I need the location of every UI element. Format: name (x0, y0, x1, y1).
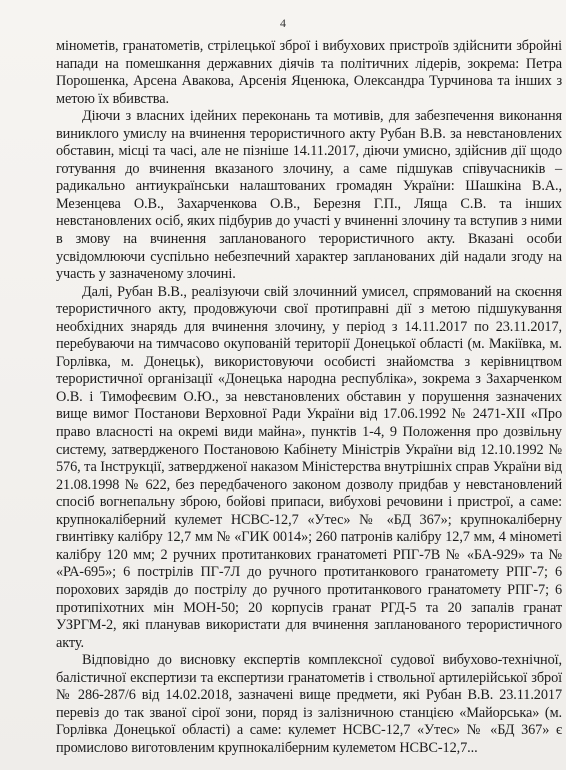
paragraph-preparation: Діючи з власних ідейних переконань та мотивів, для забезпечення виконання виниклого умислу на вчинення терористичного акту Рубан В.В. за невстановлених обставин, місці та часі, але не пізніше 14.11.2017, діючи умисно, здійснив дії щодо готування до вчинення вказаного злочину, а саме підшукав співучасників – радикально антиукраїнськи налаштованих громадян України: Шашкіна В.А., Мезенцева О.В., Захарченкова О.В., Березня Г.П., Ляща С.В. та інших невстановлених осіб, яких підбурив до участі у вчиненні злочину та вступив з ними в змову на вчинення запланованого терористичного акту. Вказані особи усвідомлюючи суспільно небезпечний характер запланованих дій надали згоду на участь у зазначеному злочині. (56, 108, 562, 283)
document-body (56, 38, 562, 757)
paragraph-continuation: мінометів, гранатометів, стрілецької зброї і вибухових пристроїв здійснити збройні напади на помешкання державних діячів та політичних лідерів, зокрема: Петра Порошенка, Арсена Авакова, Арсенія Яценюка, Олександра Турчинова та інших з метою їх вбивства. (56, 38, 562, 107)
paragraph-acquisition: Далі, Рубан В.В., реалізуючи свій злочинний умисел, спрямований на скоєння терористичного акту, продовжуючи свої протиправні дії з метою підшукування необхідних знарядь для вчинення злочину, у період з 14.11.2017 по 23.11.2017, перебуваючи на тимчасово окупованій території Донецької області (м. Макіївка, м. Горлівка, м. Донецьк), використовуючи особисті знайомства з керівництвом терористичної організації «Донецька народна республіка», зокрема з Захарченком О.В. і Тимофеєвим О.Ю., за невстановлених обставин у порушення зазначених вище вимог Постанови Верховної Ради України від 17.06.1992 № 2471-ХІІ «Про право власності на окремі види майна», пунктів 1-4, 9 Положення про дозвільну систему, затвердженого Постановою Кабінету Міністрів України від 12.10.1992 № 576, та Інструкції, затвердженої наказом Міністерства внутрішніх справ України від 21.08.1998 № 622, без передбаченого законом дозволу придбав у невстановлений спосіб вогнепальну зброю, бойові припаси, вибухові речовини і пристрої, а саме: крупнокаліберний кулемет НСВС-12,7 «Утес» № «БД 367»; крупнокаліберну гвинтівку калібру 12,7 мм № «ГИК 0014»; 260 патронів калібру 12,7 мм, 4 мінометі калібру 120 мм; 2 ручних протитанкових гранатометі РПГ-7В № «БА-929» та № «РА-695»; 6 пострілів ПГ-7Л до ручного протитанкового гранатомету РПГ-7; 6 порохових зарядів до пострілу до ручного протитанкового гранатомету РПГ-7; 6 протипіхотних мін МОН-50; 20 корпусів гранат РГД-5 та 20 запалів гранат УЗРГМ-2, які планував використати для вчинення запланованого терористичного акту. (56, 283, 562, 651)
paragraph-expert-conclusion: Відповідно до висновку експертів комплексної судової вибухово-технічної, балістичної експертизи та експертизи гранатометів і ствольної артилерійської зброї № 286-287/6 від 14.02.2018, зазначені вище предмети, які Рубан В.В. 23.11.2017 перевіз до так званої сірої зони, поряд із залізничною станцією «Майорська» (м. Горлівка Донецької області) а саме: кулемет НСВС-12,7 «Утес» № «БД 367» є промислово виготовленим крупнокаліберним кулеметом НСВС-12,7... (56, 652, 562, 756)
page-number: 4 (280, 16, 286, 30)
